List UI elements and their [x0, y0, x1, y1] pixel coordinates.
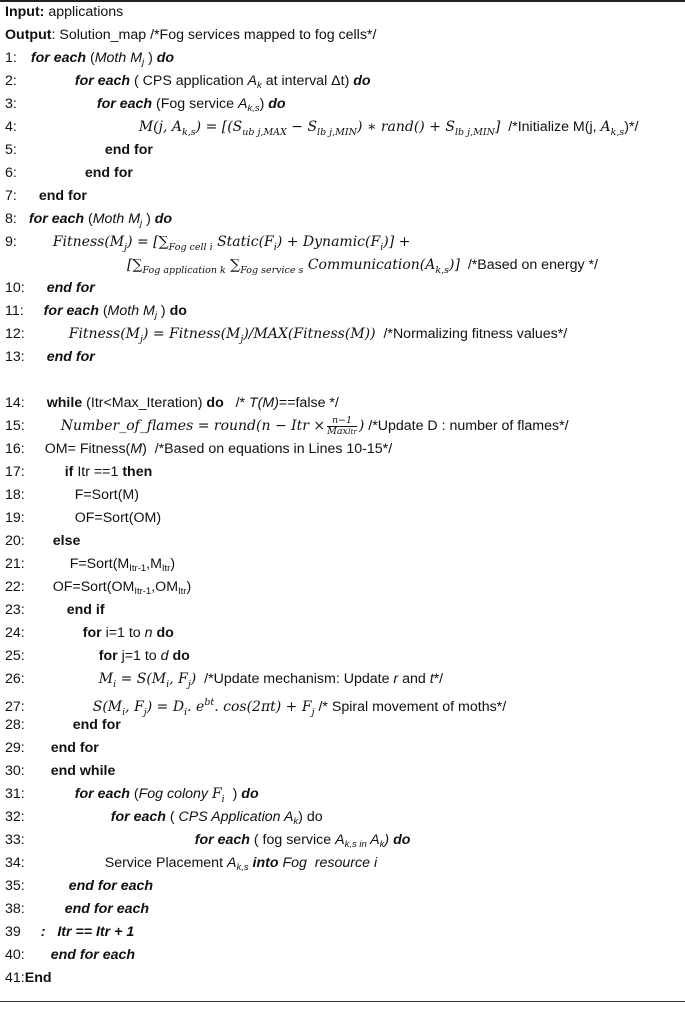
text-segment: j=1 to	[117, 648, 161, 664]
text-segment: Fog resource i	[278, 855, 378, 871]
algorithm-line	[5, 714, 121, 737]
text-segment: ) = [∑	[127, 234, 169, 250]
line-content	[105, 139, 153, 162]
text-segment: bt	[204, 697, 215, 708]
line-content	[5, 24, 376, 47]
text-segment: ) = Fitness(M	[142, 326, 241, 342]
line-number: 19:	[5, 510, 25, 526]
line-number: 20:	[5, 533, 25, 549]
line-number: 11:	[5, 303, 24, 319]
line-number: 28:	[5, 717, 25, 733]
line-number: 31:	[5, 786, 25, 802]
text-segment: A	[366, 832, 380, 848]
line-content	[99, 645, 190, 668]
text-segment: do	[156, 50, 175, 66]
algorithm-line	[5, 852, 377, 875]
text-segment: do	[169, 303, 187, 319]
algorithm-line	[5, 392, 339, 415]
text-segment: OF=Sort(OM)	[74, 510, 162, 526]
text-segment: else	[52, 533, 81, 549]
text-segment: End	[24, 970, 52, 986]
text-segment: end for	[46, 349, 95, 365]
algorithm-line	[5, 691, 507, 718]
text-segment: k,s	[247, 103, 260, 114]
text-segment: A	[226, 855, 237, 871]
line-content	[69, 875, 153, 898]
text-segment: [∑	[127, 257, 143, 273]
text-segment: k,s	[435, 265, 449, 276]
line-number: 18:	[5, 487, 25, 503]
algorithm-line	[5, 484, 139, 507]
algorithm-line	[5, 277, 95, 300]
line-content	[65, 898, 149, 921]
text-segment: (n − Itr ×	[256, 418, 326, 434]
line-number: 38:	[5, 901, 25, 917]
text-segment: Itr	[178, 586, 187, 597]
text-segment: S(M	[92, 699, 123, 715]
line-number: 29:	[5, 740, 25, 756]
text-segment: i	[221, 794, 225, 805]
text-segment: )	[186, 579, 192, 595]
line-content	[127, 254, 598, 282]
line-content	[51, 944, 135, 967]
algorithm-line	[5, 185, 87, 208]
text-segment: )	[358, 418, 365, 434]
text-segment: end for each	[68, 878, 154, 894]
line-content	[25, 967, 52, 990]
line-number: 30:	[5, 763, 25, 779]
text-segment: − S	[286, 119, 318, 135]
text-segment: . cos(2πt) + F	[214, 699, 312, 715]
text-segment: CPS Application A	[178, 809, 294, 825]
line-content	[75, 484, 139, 507]
line-number: 4:	[5, 119, 17, 135]
text-segment: ) ∗ rand() + S	[356, 119, 455, 135]
text-segment: do	[152, 625, 174, 641]
text-segment: M(j, A	[138, 119, 182, 135]
line-content	[39, 185, 87, 208]
text-segment: for	[98, 648, 118, 664]
text-segment: ) = D	[146, 699, 185, 715]
text-segment: i	[113, 679, 117, 690]
text-segment: Fog cell i	[168, 242, 213, 253]
text-segment: ∑	[225, 257, 241, 273]
line-content	[5, 1, 123, 24]
text-segment: )*/	[624, 119, 639, 135]
text-segment: A	[237, 96, 248, 112]
text-segment: while	[46, 395, 83, 411]
text-segment: i=1 to	[101, 625, 145, 641]
text-segment: i	[122, 707, 126, 718]
algorithm-line	[5, 116, 638, 139]
algorithm-line	[5, 530, 80, 553]
line-content	[69, 323, 567, 351]
algorithm-line	[5, 599, 105, 622]
text-segment: Static(F	[212, 234, 274, 250]
text-segment: Output	[5, 27, 52, 43]
text-segment: for each	[43, 303, 99, 319]
algorithm-line	[5, 783, 259, 806]
line-number: 2:	[5, 73, 17, 89]
line-content	[51, 737, 99, 760]
text-segment: : Itr == Itr + 1	[40, 924, 135, 940]
text-segment: OF=Sort(OM	[52, 579, 135, 595]
line-number: 40:	[5, 947, 25, 963]
line-number: 16:	[5, 441, 25, 457]
text-segment: /*Update D : number of flames*/	[364, 418, 569, 434]
algorithm-line	[5, 967, 52, 990]
line-number: 26:	[5, 671, 25, 687]
text-segment: k	[293, 816, 299, 827]
numerator: n−1	[327, 416, 357, 427]
text-segment: end for	[72, 717, 121, 733]
text-segment: then	[122, 464, 153, 480]
text-segment: (	[86, 50, 95, 66]
text-segment: if	[64, 464, 74, 480]
line-number: 3:	[5, 96, 17, 112]
text-segment: do	[241, 786, 259, 802]
line-number: 8:	[5, 211, 17, 227]
text-segment: ==false */	[278, 395, 339, 411]
text-segment: end for	[84, 165, 133, 181]
text-segment: )	[156, 303, 170, 319]
text-segment: do	[168, 648, 190, 664]
text-segment: (Itr<Max_Iteration)	[82, 395, 207, 411]
text-segment: Itr ==1	[73, 464, 123, 480]
text-segment: ,M	[146, 556, 162, 572]
text-segment: )	[144, 50, 157, 66]
algorithm-line	[5, 760, 115, 783]
text-segment: for each	[74, 786, 130, 802]
text-segment: do	[206, 395, 224, 411]
line-content	[93, 691, 506, 724]
text-segment: F	[211, 786, 222, 802]
text-segment: (	[84, 211, 93, 227]
algorithm-line	[5, 622, 174, 645]
text-segment: k	[379, 839, 385, 850]
text-segment: t	[429, 671, 434, 687]
line-number: 34:	[5, 855, 25, 871]
line-number: 41:	[5, 970, 25, 986]
text-segment: ( fog service	[249, 832, 336, 848]
algorithm-line	[5, 24, 376, 47]
text-segment: for each	[30, 50, 87, 66]
line-number: 17:	[5, 464, 25, 480]
algorithm-line	[5, 438, 392, 461]
algorithm-line	[5, 208, 172, 231]
line-number: 22:	[5, 579, 25, 595]
text-segment: = S(M	[116, 671, 167, 687]
algorithm-line	[5, 162, 133, 185]
algorithm-line	[5, 254, 598, 277]
line-content	[47, 392, 339, 415]
text-segment: into	[248, 855, 279, 871]
text-segment: OM= Fitness(	[44, 441, 131, 457]
text-segment: , F	[169, 671, 188, 687]
text-segment: ) do	[298, 809, 323, 825]
text-segment: Itr-1	[129, 563, 147, 574]
text-segment: ,OM	[151, 579, 179, 595]
text-segment: k,s	[236, 862, 249, 873]
algorithm-line	[5, 323, 567, 346]
line-number: 32:	[5, 809, 25, 825]
text-segment: Moth M	[107, 303, 155, 319]
text-segment: Itr	[161, 563, 171, 574]
text-segment: for	[82, 625, 102, 641]
text-segment: : Solution_map /*Fog services mapped to fog cells*/	[51, 27, 377, 43]
text-segment: d	[160, 648, 169, 664]
algorithm-line	[5, 70, 371, 93]
algorithm-line	[5, 829, 410, 852]
text-segment: do	[353, 73, 371, 89]
line-content	[75, 507, 161, 530]
text-segment: . e	[187, 699, 205, 715]
text-segment: (Fog service	[152, 96, 238, 112]
text-segment: at interval Δt)	[261, 73, 354, 89]
line-content	[61, 415, 569, 438]
text-segment: )	[142, 211, 155, 227]
text-segment: i	[273, 242, 277, 253]
algorithm-line	[5, 139, 153, 162]
text-segment: j	[124, 242, 128, 253]
line-number: 15:	[5, 418, 25, 434]
text-segment: )	[259, 96, 269, 112]
text-segment: A	[600, 119, 611, 135]
algorithm-line	[5, 461, 152, 484]
text-segment: end for each	[64, 901, 150, 917]
line-content	[53, 530, 81, 553]
algorithm-line	[5, 415, 569, 438]
line-number: 10:	[5, 280, 25, 296]
text-segment: k,s	[610, 127, 625, 138]
algorithm-line	[5, 668, 443, 691]
text-segment: Number_of_flames = round	[60, 418, 257, 434]
line-content	[41, 921, 134, 944]
text-segment: j	[240, 334, 244, 345]
algorithm-line	[5, 898, 149, 921]
line-number: 33:	[5, 832, 25, 848]
text-segment: F=Sort(M	[69, 556, 130, 572]
line-content	[45, 438, 392, 461]
text-segment: )] +	[383, 234, 411, 250]
text-segment: for each	[28, 211, 85, 227]
line-content	[47, 346, 95, 369]
text-segment: do	[268, 96, 286, 112]
text-segment: k	[257, 80, 262, 91]
text-segment: Fog service s	[240, 265, 304, 276]
line-content	[47, 277, 95, 300]
text-segment: Itr-1	[134, 586, 152, 597]
text-segment: Moth M	[92, 211, 141, 227]
line-content	[67, 599, 105, 622]
text-segment: j	[187, 679, 191, 690]
algorithm-line	[5, 1, 123, 24]
text-segment: end for	[38, 188, 87, 204]
text-segment: j	[154, 310, 157, 321]
text-segment: */	[433, 671, 444, 687]
line-number: 5:	[5, 142, 17, 158]
algorithm-line	[5, 93, 286, 116]
text-segment: A	[247, 73, 258, 89]
line-number: 27:	[5, 699, 25, 715]
text-segment: Moth M	[94, 50, 143, 66]
text-segment: /*Based on energy */	[459, 257, 598, 273]
text-segment: k,s in	[344, 839, 367, 850]
text-segment: end if	[66, 602, 105, 618]
text-segment: end for each	[50, 947, 136, 963]
line-content	[51, 760, 116, 783]
fraction	[327, 416, 357, 437]
text-segment: applications	[44, 4, 124, 20]
text-segment: )	[384, 832, 394, 848]
text-segment: Input:	[5, 4, 45, 20]
text-segment: for each	[110, 809, 166, 825]
line-number: 1:	[5, 50, 17, 66]
line-content	[73, 714, 121, 737]
algorithm-line	[5, 921, 134, 944]
text-segment: Fitness(M	[52, 234, 125, 250]
text-segment: do	[154, 211, 173, 227]
text-segment: /*	[223, 395, 249, 411]
denominator	[327, 427, 357, 437]
text-segment: and	[398, 671, 430, 687]
text-segment: Fog application k	[142, 265, 226, 276]
text-segment: )	[170, 556, 176, 572]
text-segment: ]	[494, 119, 501, 135]
algorithm-line	[5, 944, 135, 967]
line-number: 24:	[5, 625, 25, 641]
text-segment: /*Normalizing fitness values*/	[375, 326, 568, 342]
text-segment: i	[380, 242, 384, 253]
text-segment: j	[142, 57, 145, 68]
line-number: 9:	[5, 234, 17, 250]
text-segment: Fitness(M	[68, 326, 141, 342]
text-segment: Fog colony	[138, 786, 212, 802]
text-segment: for each	[194, 832, 250, 848]
algorithm-line	[5, 737, 99, 760]
text-segment: k,s	[182, 127, 196, 138]
text-segment: lb j,MIN	[455, 127, 495, 138]
text-segment: (	[98, 303, 108, 319]
text-segment: /* Spiral movement of moths*/	[314, 699, 507, 715]
text-segment: for each	[74, 73, 131, 89]
text-segment: )	[224, 786, 242, 802]
text-segment: end while	[50, 763, 116, 779]
algorithm-line	[5, 231, 410, 254]
text-segment: )/MAX(Fitness(M))	[243, 326, 376, 342]
line-number: 14:	[5, 395, 25, 411]
line-number: 35:	[5, 878, 25, 894]
text-segment: j	[140, 218, 143, 229]
line-number: 39	[5, 924, 21, 940]
denominator-base: Max	[327, 425, 348, 437]
text-segment: ub j,MAX	[242, 127, 287, 138]
line-content	[139, 116, 639, 144]
text-segment: end for	[50, 740, 99, 756]
line-number: 7:	[5, 188, 17, 204]
text-segment: end for	[104, 142, 153, 158]
algorithm-line	[5, 300, 187, 323]
text-segment: do	[393, 832, 411, 848]
text-segment: Service Placement	[104, 855, 227, 871]
text-segment: /*Update mechanism: Update	[196, 671, 394, 687]
text-segment: end for	[46, 280, 95, 296]
algorithm-line	[5, 875, 153, 898]
text-segment: lb j,MIN	[317, 127, 357, 138]
algorithm-line	[5, 346, 95, 369]
line-content	[85, 162, 133, 185]
text-segment: F=Sort(M)	[74, 487, 139, 503]
text-segment: i	[184, 707, 188, 718]
text-segment: ) /*Based on equations in Lines 10-15*/	[142, 441, 393, 457]
text-segment: ) + Dynamic(F	[276, 234, 381, 250]
text-segment: A	[335, 832, 345, 848]
text-segment: )]	[449, 257, 460, 273]
text-segment: j	[140, 334, 143, 345]
algorithm-line	[5, 47, 174, 70]
text-segment: T(M)	[248, 395, 279, 411]
text-segment: ) = [(S	[195, 119, 243, 135]
line-content	[83, 622, 174, 645]
text-segment: for each	[96, 96, 153, 112]
denominator-sub: Itr	[347, 427, 357, 436]
algorithm-line	[5, 576, 191, 599]
text-segment: )	[190, 671, 197, 687]
line-number: 6:	[5, 165, 17, 181]
text-segment: j	[311, 707, 315, 718]
text-segment: n	[144, 625, 153, 641]
line-number: 23:	[5, 602, 25, 618]
algorithm-line	[5, 645, 190, 668]
line-content	[65, 461, 153, 484]
text-segment: M	[98, 671, 114, 687]
text-segment: M	[130, 441, 143, 457]
text-segment: (	[129, 786, 139, 802]
line-number: 12:	[5, 326, 25, 342]
line-number: 25:	[5, 648, 25, 664]
algorithm-line	[5, 553, 175, 576]
text-segment: r	[393, 671, 399, 687]
text-segment: , F	[125, 699, 144, 715]
bottom-rule	[0, 1001, 685, 1002]
text-segment: (	[165, 809, 179, 825]
text-segment: /*Initialize M(j,	[500, 119, 601, 135]
text-segment: Communication(A	[303, 257, 436, 273]
algorithm-line	[5, 806, 323, 829]
text-segment: ( CPS application	[130, 73, 248, 89]
line-number: 13:	[5, 349, 25, 365]
text-segment: j	[143, 707, 147, 718]
line-number: 21:	[5, 556, 25, 572]
algorithm-line	[5, 507, 161, 530]
text-segment: i	[166, 679, 170, 690]
